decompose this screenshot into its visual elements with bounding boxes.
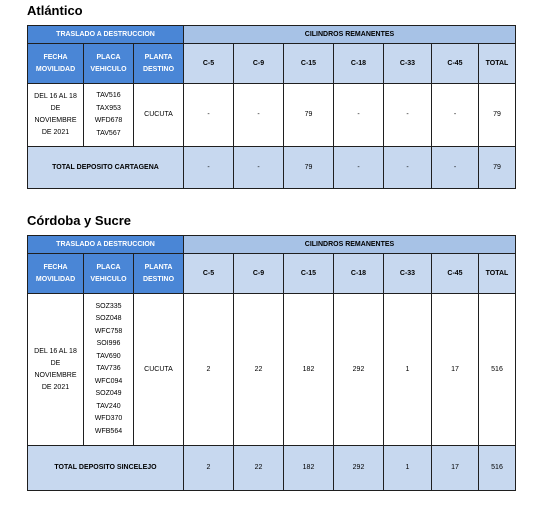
table-row	[28, 294, 516, 446]
col-c15: C-15	[284, 254, 334, 294]
section-title-atlantico: Atlántico	[27, 3, 83, 18]
col-c18: C-18	[334, 44, 384, 84]
total-row	[28, 446, 516, 491]
plate: WFC758	[94, 327, 123, 335]
plate: WFD370	[94, 415, 123, 423]
col-c9: C-9	[234, 254, 284, 294]
cell-c5: 2	[184, 294, 234, 446]
cell-placas	[84, 294, 134, 446]
header-cilindros: CILINDROS REMANENTES	[184, 26, 516, 44]
total-total: 79	[479, 147, 516, 189]
total-label: TOTAL DEPOSITO CARTAGENA	[28, 147, 184, 189]
total-c15: 79	[284, 147, 334, 189]
plate: TAV567	[96, 129, 121, 137]
col-c5: C-5	[184, 254, 234, 294]
cell-c45: -	[432, 84, 479, 147]
col-fecha: FECHA MOVILIDAD	[28, 254, 84, 294]
cell-c15: 182	[284, 294, 334, 446]
header-traslado: TRASLADO A DESTRUCCION	[28, 236, 184, 254]
plate: TAX953	[96, 104, 121, 112]
col-c33: C-33	[384, 254, 432, 294]
col-planta: PLANTA DESTINO	[134, 254, 184, 294]
table-atlantico	[27, 25, 516, 189]
col-placa: PLACA VEHICULO	[84, 254, 134, 294]
plate: WFD678	[94, 117, 123, 124]
col-total: TOTAL	[479, 254, 516, 294]
plate: SOZ335	[95, 302, 122, 310]
cell-c5: -	[184, 84, 234, 147]
total-c45: -	[432, 147, 479, 189]
table-cordoba-sucre	[27, 235, 516, 491]
total-c18: -	[334, 147, 384, 189]
section-title-cordoba-sucre: Córdoba y Sucre	[27, 213, 132, 228]
total-c18: 292	[334, 446, 384, 491]
col-c33: C-33	[384, 44, 432, 84]
plate: SOZ048	[95, 315, 122, 323]
cell-planta: CUCUTA	[134, 294, 184, 446]
total-c5: -	[184, 147, 234, 189]
total-c5: 2	[184, 446, 234, 491]
cell-total: 79	[479, 84, 516, 147]
cell-c33: 1	[384, 294, 432, 446]
plate: TAV240	[96, 402, 121, 410]
col-c45: C-45	[432, 254, 479, 294]
plate: WFB564	[94, 427, 123, 435]
header-traslado: TRASLADO A DESTRUCCION	[28, 26, 184, 44]
cell-c18: 292	[334, 294, 384, 446]
total-c45: 17	[432, 446, 479, 491]
plate: SOI996	[96, 340, 121, 348]
cell-fecha: DEL 16 AL 18 DE NOVIEMBRE DE 2021	[28, 84, 84, 147]
cell-placas	[84, 84, 134, 147]
total-c15: 182	[284, 446, 334, 491]
total-label: TOTAL DEPOSITO SINCELEJO	[28, 446, 184, 491]
cell-c9: -	[234, 84, 284, 147]
col-total: TOTAL	[479, 44, 516, 84]
col-fecha: FECHA MOVILIDAD	[28, 44, 84, 84]
table-row	[28, 84, 516, 147]
total-c33: 1	[384, 446, 432, 491]
cell-c18: -	[334, 84, 384, 147]
cell-fecha: DEL 16 AL 18 DE NOVIEMBRE DE 2021	[28, 294, 84, 446]
total-c33: -	[384, 147, 432, 189]
total-c9: -	[234, 147, 284, 189]
col-c5: C-5	[184, 44, 234, 84]
col-c15: C-15	[284, 44, 334, 84]
cell-planta: CUCUTA	[134, 84, 184, 147]
col-planta: PLANTA DESTINO	[134, 44, 184, 84]
total-row	[28, 147, 516, 189]
plate: WFC094	[94, 377, 123, 385]
cell-c33: -	[384, 84, 432, 147]
cell-c45: 17	[432, 294, 479, 446]
total-c9: 22	[234, 446, 284, 491]
cell-total: 516	[479, 294, 516, 446]
total-total: 516	[479, 446, 516, 491]
cell-c9: 22	[234, 294, 284, 446]
header-cilindros: CILINDROS REMANENTES	[184, 236, 516, 254]
cell-c15: 79	[284, 84, 334, 147]
plate: SOZ049	[95, 390, 122, 398]
plate: TAV736	[96, 365, 121, 373]
plate: TAV690	[96, 352, 121, 360]
col-placa: PLACA VEHICULO	[84, 44, 134, 84]
col-c45: C-45	[432, 44, 479, 84]
col-c9: C-9	[234, 44, 284, 84]
col-c18: C-18	[334, 254, 384, 294]
plate: TAV516	[96, 92, 121, 99]
